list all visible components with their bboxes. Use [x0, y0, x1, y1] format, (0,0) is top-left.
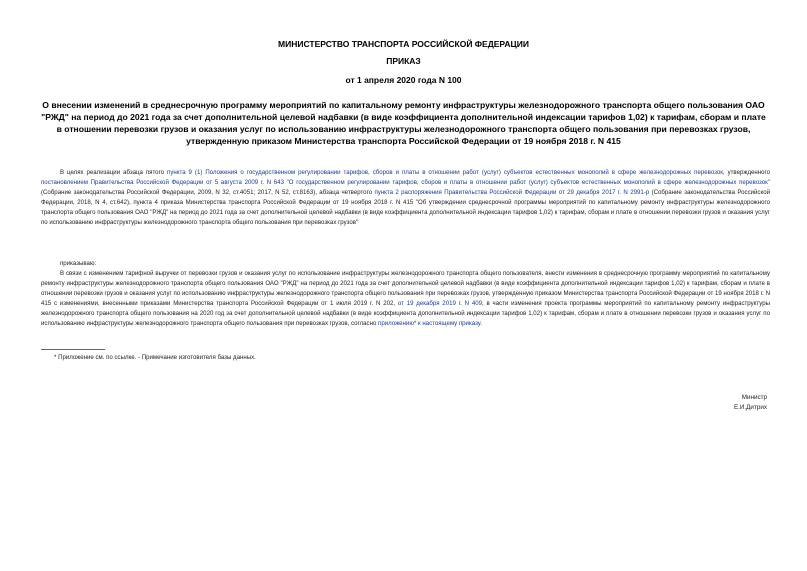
main-paragraph	[41, 269, 770, 329]
link-appendix[interactable]: приложению* к настоящему приказу	[378, 320, 481, 327]
document-title: О внесении изменений в среднесрочную программу мероприятий по капитальному ремонту инфраструктуры железнодорожного транспорта общего пользования ОАО "РЖД" на период до 2021 года за счет дополнительной целевой надбавки (в виде коэффициента дополнительной индексации тарифов 1,02) к тарифам, сборам и плате в отношении перевозки грузов и оказания услуг по использованию инфраструктуры железнодорожного транспорта общего пользования при перевозках грузов, утвержденную приказом Министерства транспорта Российской Федерации от 19 ноября 2018 г. N 415	[41, 100, 766, 146]
signature-name: Е.И.Дитрих	[733, 404, 767, 411]
link-regulation-point[interactable]: пункта 9 (1) Положения о государственном регулировании тарифов, сборов и платы в отношении работ (услуг) субъектов естественных монополий в сфере железнодорожных перевозок	[167, 169, 723, 176]
doc-type-heading: ПРИКАЗ	[386, 56, 421, 66]
order-word-text: приказываю:	[60, 260, 97, 267]
footnote: * Приложение см. по ссылке. - Примечание изготовителя базы данных.	[54, 354, 256, 361]
ministry-heading: МИНИСТЕРСТВО ТРАНСПОРТА РОССИЙСКОЙ ФЕДЕРАЦИИ	[278, 39, 529, 49]
preamble-paragraph	[41, 168, 770, 228]
order-word	[41, 259, 770, 269]
main-text-2: , в части изменения проекта программы мероприятий по капитальному ремонту инфраструктуры железнодорожного транспорта общего пользования на 2020 год за счет дополнительной целевой надбавки (в виде коэффициента дополнительной индексации тарифов 1,02) к тарифам, сборам и плате в отношении перевозки грузов и оказания услуг по использованию инфраструктуры железнодорожного транспорта общего пользования при перевозках грузов, согласно	[41, 300, 770, 327]
link-government-order[interactable]: пункта 2 распоряжения Правительства Российской Федерации от 29 декабря 2017 г. N 2991-р	[374, 189, 650, 196]
signature-position: Министр	[741, 394, 767, 401]
link-december-order[interactable]: от 19 декабря 2019 г. N 409	[397, 300, 482, 307]
date-number-heading: от 1 апреля 2020 года N 100	[345, 75, 462, 85]
main-text-1: В связи с изменением тарифной выручки от перевозки грузов и оказания услуг по использование инфраструктуры железнодорожного транспорта общего пользователя, внести изменения в среднесрочную программу мероприятий по капитальному ремонту инфраструктуры железнодорожного транспорта общего пользования ОАО "РЖД" на период до 2021 года за счет дополнительной целевой надбавки (в виде коэффициента дополнительной индексации тарифов 1,02) к тарифам, сборам и плате в отношении перевозки грузов и оказания услуг по использованию инфраструктуры железнодорожного транспорта общего пользования при перевозках грузов, утвержденную приказом Министерства транспорта Российской Федерации от 19 ноября 2018 г. N 415 с изменениями, внесенными приказами Министерства транспорта Российской Федерации от 1 июля 2019 г. N 202,	[41, 270, 770, 307]
footnote-divider	[41, 349, 105, 350]
preamble-text-1: В целях реализации абзаца пятого	[60, 169, 168, 176]
preamble-text-4: (Собрание законодательства Российской Федерации, 2018, N 4, ст.642), пункта 4 приказа Министерства транспорта Российской Федерации от 19 ноября 2018 г. N 415 "Об утверждении среднесрочной программы мероприятий по капитальному ремонту инфраструктуры железнодорожного транспорта общего пользования ОАО "РЖД" на период до 2021 года за счет дополнительной целевой надбавки (в виде коэффициента дополнительной индексации тарифов 1,02) к тарифам, сборам и плате в отношении перевозки грузов и оказания услуг по использованию инфраструктуры железнодорожного транспорта общего пользования при перевозках грузов"	[41, 189, 771, 226]
preamble-text-2: , утвержденного	[722, 169, 770, 176]
preamble-text-3: (Собрание законодательства Российской Федерации, 2009, N 32, ст.4051; 2017, N 52, ст.8163), абзаца четвертого	[41, 189, 375, 196]
main-text-3: .	[480, 320, 482, 327]
link-government-resolution[interactable]: постановлением Правительства Российской Федерации от 5 августа 2009 г. N 643 "О государственном регулировании тарифов, сборов и платы в отношении работ (услуг) субъектов естественных монополий в сфере железнодорожных перевозок"	[41, 179, 770, 186]
